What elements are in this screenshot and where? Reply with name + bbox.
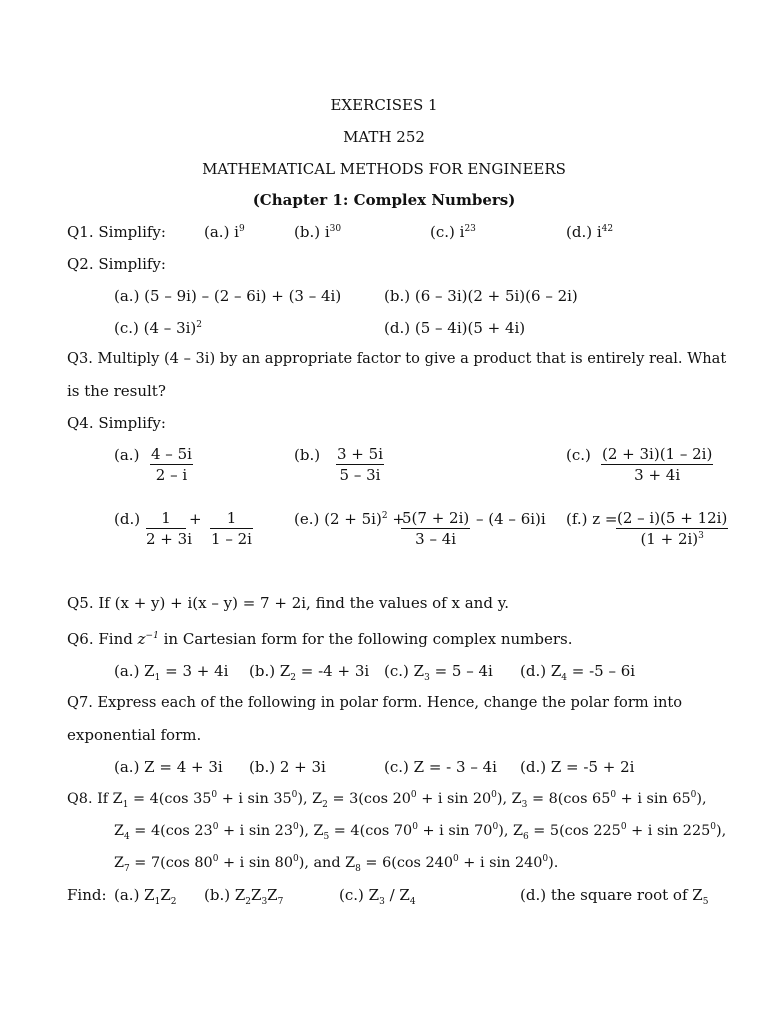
q4-b-denominator: 5 – 3i [339,466,381,484]
q7-text-line1: Q7. Express each of the following in polar form. Hence, change the polar form into [67,694,682,711]
q2-label: Q2. Simplify: [67,255,166,273]
q8-line3: $Z_7 = 7(\cos$ $80^0 + i$ $\sin 80^0$), and $Z_8 = 6(\cos$ $240^0 + i$ $\sin 240^0$). [114,854,559,874]
q4-d-plus: + [189,510,202,528]
q7-part-d: (d.) Z = -5 + 2i [520,758,635,776]
q4-b-numerator: 3 + 5i [337,445,383,463]
q6-part-b: (b.) $Z_2 = -4 + 3i$ [249,662,370,683]
q2-part-a: (a.) (5 – 9i) – (2 – 6i) + (3 – 4i) [114,287,342,305]
q4-part-c-label: (c.) [566,446,591,464]
q6-part-c: (c.) $Z_3 = 5 - 4i$ [384,662,493,683]
q8-part-c: (c.) $Z_3 / Z_4$ [339,886,416,907]
q4-f-denominator: $(1 + 2i)^3$ [640,530,704,548]
q6-text: Q6. Find $z^{-1}$ in Cartesian form for the following complex numbers. [67,630,573,648]
course-code: MATH 252 [343,128,425,146]
q6-part-a: (a.) $Z_1 = 3 + 4i$ [114,662,229,683]
q1-part-b: (b.) $i^{30}$ [294,223,342,241]
q4-c-numerator: (2 + 3i)(1 – 2i) [602,445,713,463]
q4-label: Q4. Simplify: [67,414,166,432]
q7-part-a: (a.) Z = 4 + 3i [114,758,223,776]
q8-line2: $Z_4 = 4(\cos$ $23^0 + i$ $\sin 23^0$), $Z_5 = 4(\cos$ $70^0 + i$ $\sin 70^0$), $Z_6 = 5(\cos$ $225^0 + i$ $\sin 225^0$), [114,822,727,842]
q4-e-remainder: – (4 – 6i)i [476,510,546,528]
q8-part-d: (d.) the square root of $Z_5$ [520,886,709,907]
q1-label: Q1. Simplify: [67,223,166,241]
q4-d-numerator-2: 1 [210,510,253,529]
q4-e-denominator: 3 – 4i [415,530,457,548]
q8-find-label: Find: [67,886,107,904]
q7-text-line2: exponential form. [67,726,202,744]
q4-e-fraction [401,510,470,548]
q1-part-a: (a.) $i^9$ [204,223,245,241]
q4-part-c-fraction [601,446,713,484]
q4-d-numerator-1: 1 [146,510,186,529]
q3-text-line2: is the result? [67,382,166,400]
q4-a-numerator: 4 – 5i [151,445,192,463]
q1-part-d: (d.) $i^{42}$ [566,223,614,241]
q4-d-fraction-1 [146,509,192,548]
q4-part-d-label: (d.) [114,510,141,528]
course-title: MATHEMATICAL METHODS FOR ENGINEERS [202,160,566,178]
q4-e-numerator: 5(7 + 2i) [402,509,470,527]
q4-d-denominator-1: 2 + 3i [146,530,192,548]
q1-part-c: (c.) $i^{23}$ [430,223,476,241]
q7-part-c: (c.) Z = - 3 – 4i [384,758,497,776]
q4-part-a-label: (a.) [114,446,140,464]
q8-part-a: (a.) $Z_1Z_2$ [114,886,177,907]
q2-part-c: (c.) (4 – 3i)$^2$ [114,319,202,337]
page-heading-exercises: EXERCISES 1 [330,96,438,114]
q4-part-e-label: (e.) $(2 + 5i)^2$ + [294,510,405,528]
q4-part-f-label: (f.) z = [566,510,618,528]
q4-part-a-fraction [150,446,193,484]
q4-f-fraction [616,510,728,548]
q4-part-b-label: (b.) [294,446,321,464]
q6-part-d: (d.) $Z_4 = -5 - 6i$ [520,662,636,683]
q3-text-line1: Q3. Multiply (4 – 3i) by an appropriate factor to give a product that is entirely real. What [67,350,727,367]
q4-a-denominator: 2 – i [155,466,188,484]
q4-d-denominator-2: 1 – 2i [211,530,252,548]
q4-part-b-fraction [336,446,384,484]
q4-c-denominator: 3 + 4i [634,466,681,484]
z-inverse: $z^{-1}$ [137,630,159,648]
q4-d-fraction-2 [210,510,253,548]
q2-part-d: (d.) (5 – 4i)(5 + 4i) [384,319,526,337]
q2-part-b: (b.) (6 – 3i)(2 + 5i)(6 – 2i) [384,287,578,305]
q7-part-b: (b.) 2 + 3i [249,758,326,776]
q5-text: Q5. If (x + y) + i(x – y) = 7 + 2i, find the values of x and y. [67,594,509,612]
q4-f-numerator: (2 – i)(5 + 12i) [617,509,728,527]
q8-part-b: (b.) $Z_2Z_3Z_7$ [204,886,284,907]
q8-line1: Q8. If $Z_1 = 4(\cos$ $35^0 + i$ $\sin 35^0$), $Z_2 = 3(\cos$ $20^0 + i$ $\sin 20^0$), $Z_3 = 8(\cos$ $65^0 + i$ $\sin 65^0$), [67,790,707,810]
chapter-title: (Chapter 1: Complex Numbers) [252,191,516,209]
